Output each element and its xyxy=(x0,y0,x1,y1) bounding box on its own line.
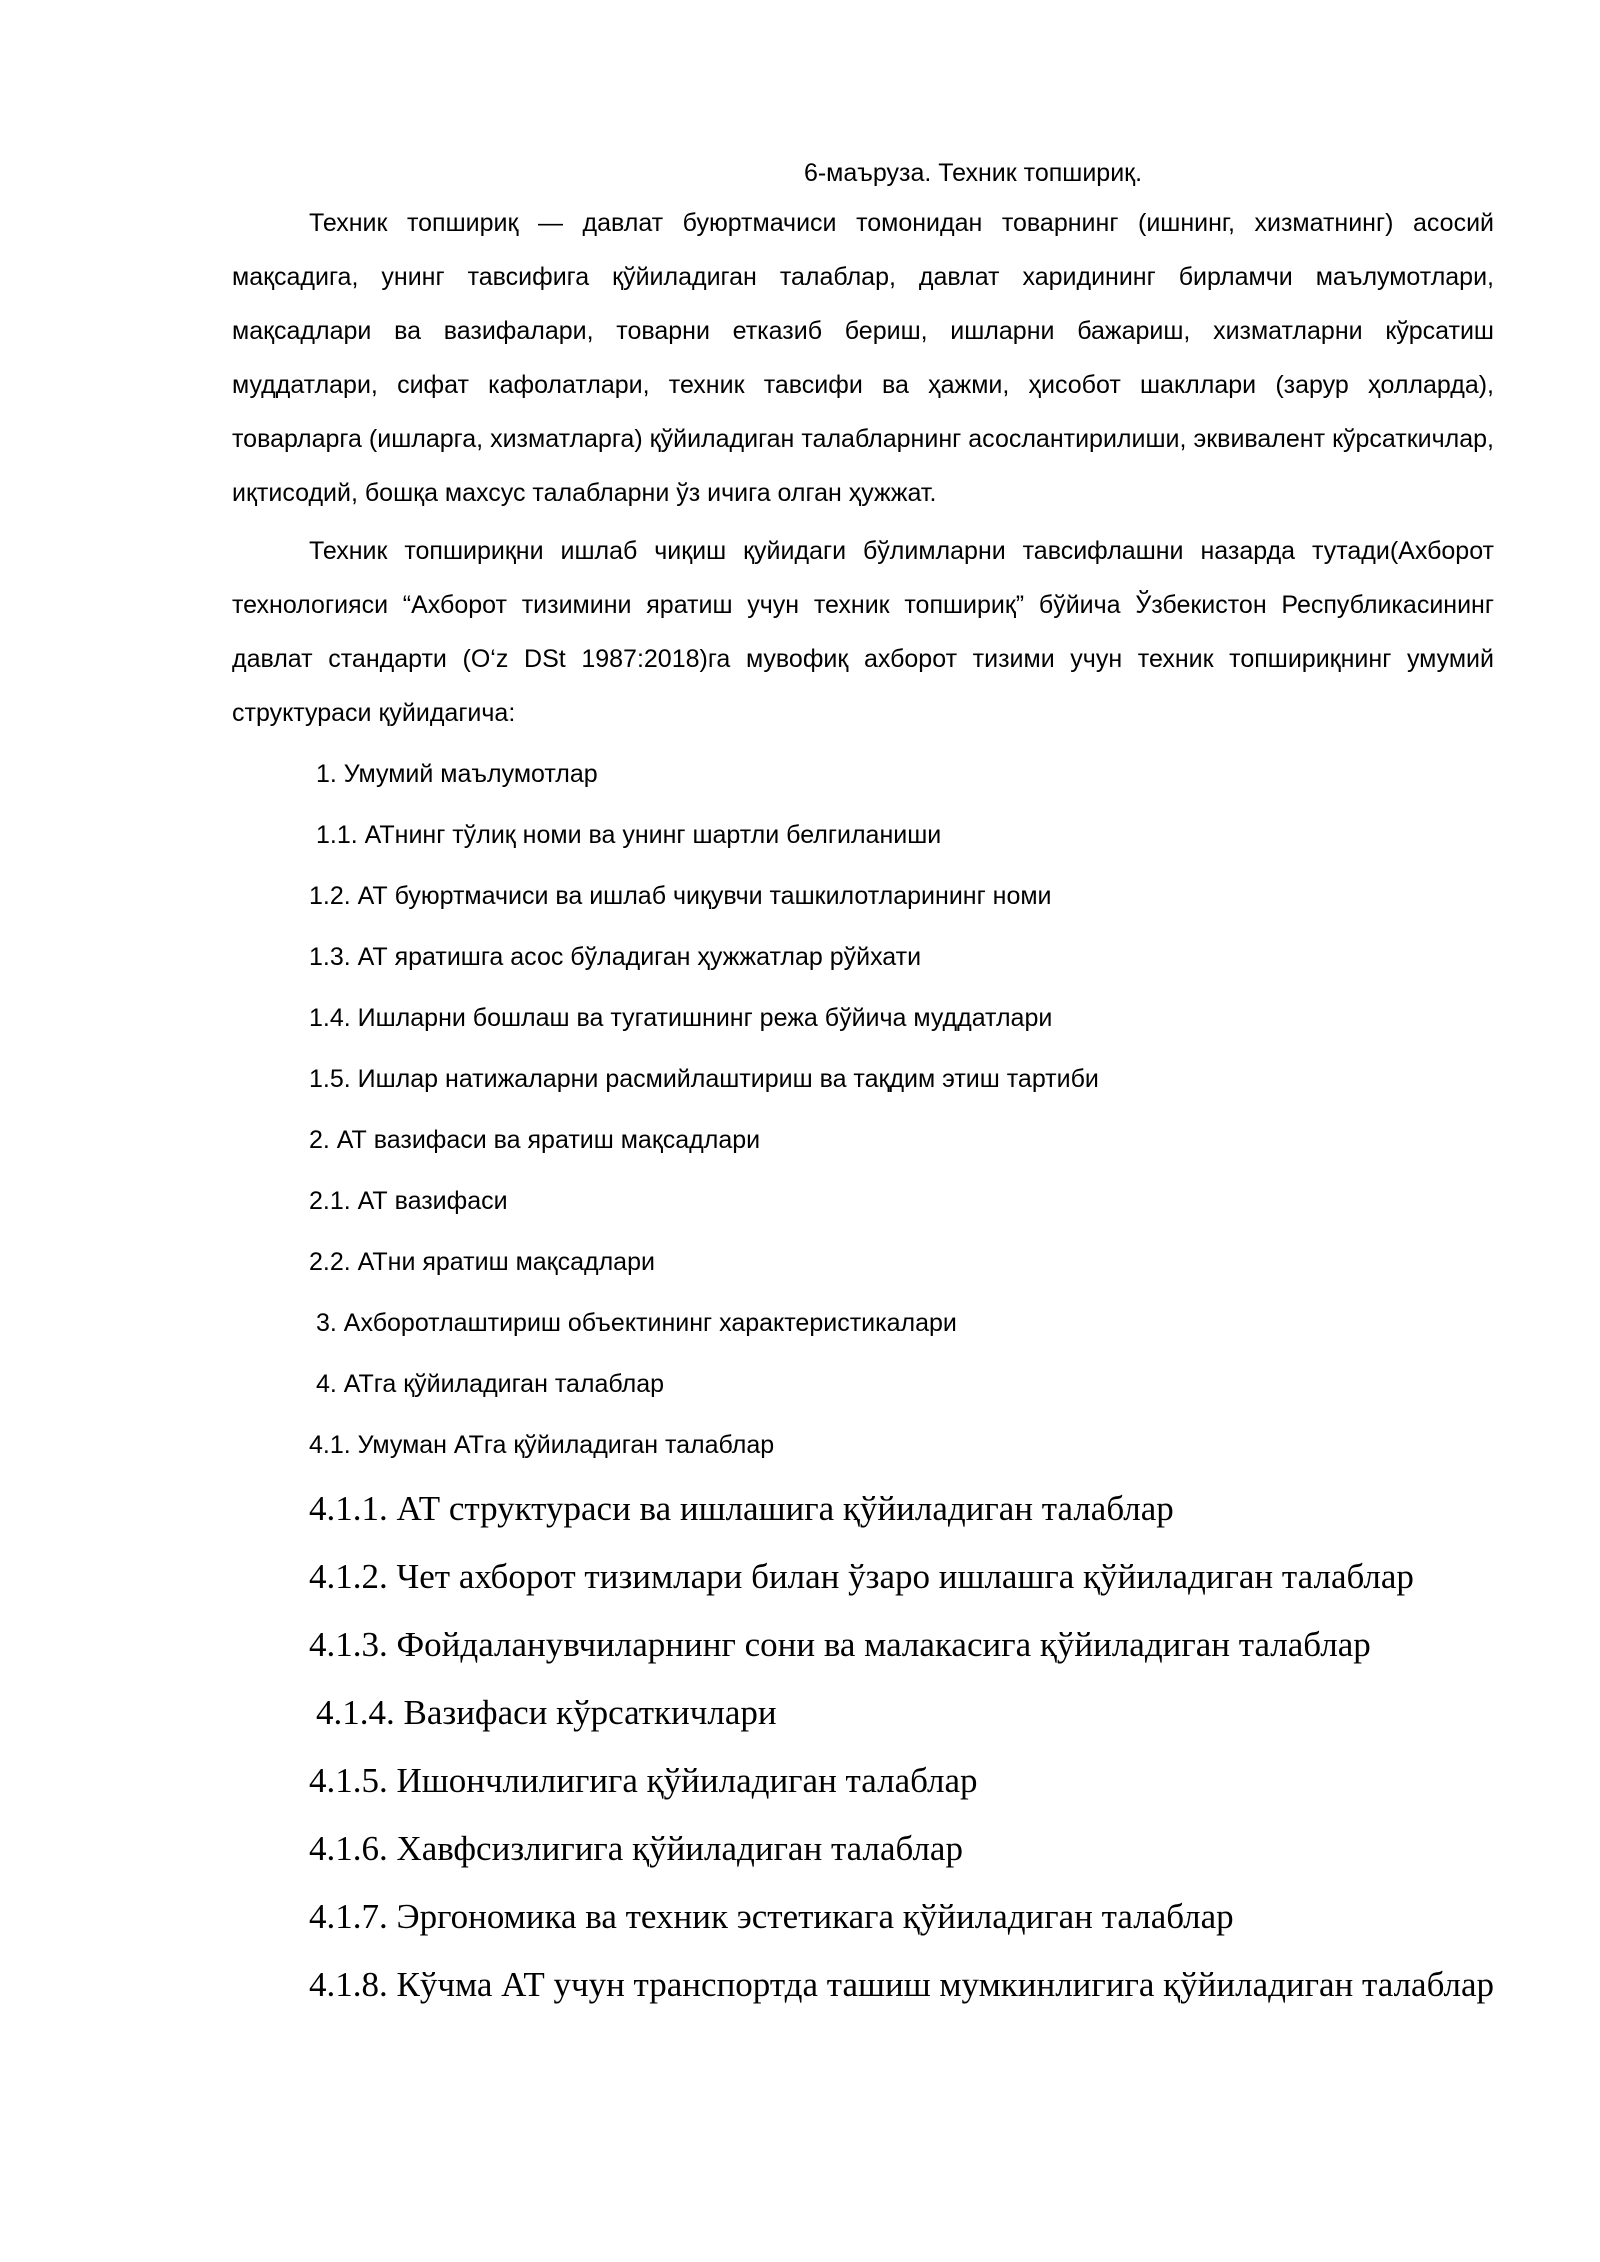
section-item: 4. АТга қўйиладиган талаблар xyxy=(316,1370,664,1398)
subsection-item: 4.1.1. АТ структураси ва ишлашига қўйиладиган талаблар xyxy=(309,1489,1174,1528)
paragraph-definition: Техник топшириқ — давлат буюртмачиси томонидан товарнинг (ишнинг, хизматнинг) асосий мақсадига, унинг тавсифига қўйиладиган талаблар, давлат харидининг бирламчи маълумотлари, мақсадлари ва вазифалари, товарни етказиб бериш, ишларни бажариш, хизматларни кўрсатиш муддатлари, сифат кафолатлари, техник тавсифи ва ҳажми, ҳисобот шакллари (зарур ҳолларда), товарларга (ишларга, хизматларга) қўйиладиган талабларнинг асослантирилиши, эквивалент кўрсаткичлар, иқтисодий, бошқа махсус талабларни ўз ичига олган ҳужжат. xyxy=(232,209,1494,507)
section-item: 1.2. АТ буюртмачиси ва ишлаб чиқувчи ташкилотларининг номи xyxy=(309,882,1052,910)
subsection-item: 4.1.8. Кўчма АТ учун транспортда ташиш мумкинлигига қўйиладиган талаблар xyxy=(309,1965,1495,2004)
section-item: 1.3. АТ яратишга асос бўладиган ҳужжатлар рўйхати xyxy=(309,943,922,971)
subsection-item: 4.1.3. Фойдаланувчиларнинг сони ва малакасига қўйиладиган талаблар xyxy=(309,1625,1371,1664)
section-item: 4.1. Умуман АТга қўйиладиган талаблар xyxy=(309,1431,775,1459)
section-item: 3. Ахборотлаштириш объектининг характеристикалари xyxy=(316,1309,957,1337)
section-item: 1.4. Ишларни бошлаш ва тугатишнинг режа бўйича муддатлари xyxy=(309,1004,1053,1032)
document-page xyxy=(232,150,1494,2030)
subsection-item: 4.1.7. Эргономика ва техник эстетикага қўйиладиган талаблар xyxy=(309,1897,1234,1936)
section-item: 2.1. АТ вазифаси xyxy=(309,1187,508,1215)
subsection-item: 4.1.6. Хавфсизлигига қўйиладиган талаблар xyxy=(309,1829,963,1868)
subsection-item: 4.1.5. Ишончлилигига қўйиладиган талаблар xyxy=(309,1761,978,1800)
lecture-title: 6-маъруза. Техник топшириқ. xyxy=(803,159,1143,187)
paragraph-structure-intro: Техник топшириқни ишлаб чиқиш қуйидаги бўлимларни тавсифлашни назарда тутади(Ахборот технологияси “Ахборот тизимини яратиш учун техник топшириқ” бўйича Ўзбекистон Республикасининг давлат стандарти (O‘z DSt 1987:2018)га мувофиқ ахборот тизими учун техник топшириқнинг умумий структураси қуйидагича: xyxy=(232,537,1494,727)
section-list xyxy=(232,744,1494,1476)
section-item: 2. АТ вазифаси ва яратиш мақсадлари xyxy=(309,1126,761,1154)
section-item: 1.5. Ишлар натижаларни расмийлаштириш ва тақдим этиш тартиби xyxy=(309,1065,1099,1093)
section-item: 2.2. АТни яратиш мақсадлари xyxy=(309,1248,655,1276)
subsection-item: 4.1.2. Чет ахборот тизимлари билан ўзаро ишлашга қўйиладиган талаблар xyxy=(309,1557,1414,1596)
section-item: 1.1. АТнинг тўлиқ номи ва унинг шартли белгиланиши xyxy=(316,821,942,849)
subsection-list xyxy=(232,1486,1494,2008)
section-item: 1. Умумий маълумотлар xyxy=(316,760,598,788)
subsection-item: 4.1.4. Вазифаси кўрсаткичлари xyxy=(316,1693,777,1732)
